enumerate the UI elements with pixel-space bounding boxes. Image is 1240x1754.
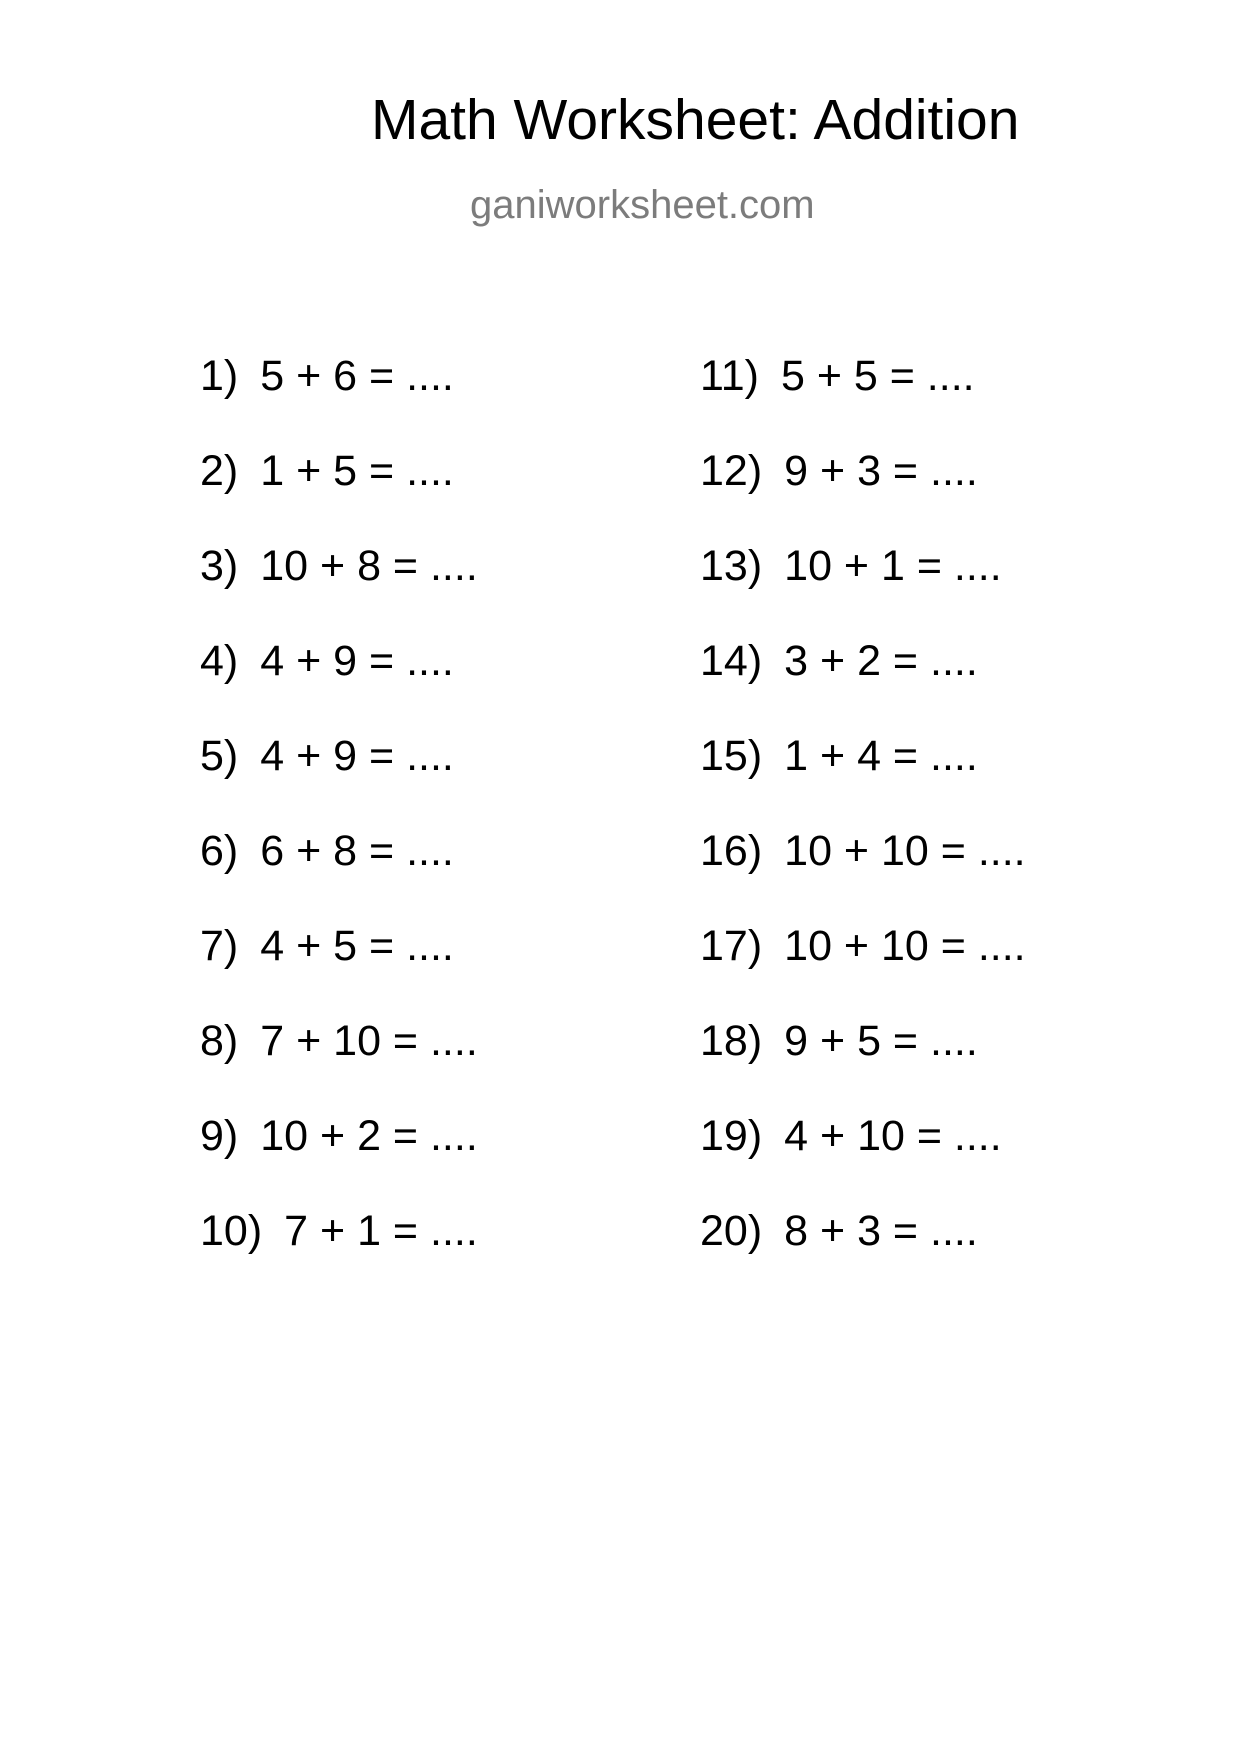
problem-item xyxy=(700,542,1026,640)
problem-item xyxy=(200,827,478,925)
problem-number: 20) xyxy=(700,1207,763,1255)
problem-item xyxy=(700,1207,1026,1305)
problem-expression: 9 + 5 = .... xyxy=(784,1017,978,1065)
problem-number: 2) xyxy=(200,447,239,495)
problem-number: 6) xyxy=(200,827,239,875)
problem-item xyxy=(200,447,478,545)
problem-number: 5) xyxy=(200,732,239,780)
problem-number: 19) xyxy=(700,1112,763,1160)
problem-item xyxy=(200,1017,478,1115)
problem-expression: 5 + 6 = .... xyxy=(260,352,454,400)
problem-item xyxy=(700,732,1026,830)
problem-number: 12) xyxy=(700,447,763,495)
problem-number: 10) xyxy=(200,1207,263,1255)
problem-expression: 10 + 10 = .... xyxy=(784,827,1026,875)
problem-expression: 1 + 4 = .... xyxy=(784,732,978,780)
problem-item xyxy=(200,542,478,640)
problem-expression: 5 + 5 = .... xyxy=(780,352,975,400)
problem-item xyxy=(700,352,1026,450)
problem-number: 13) xyxy=(700,542,763,590)
problem-item xyxy=(700,922,1026,1020)
problem-number: 16) xyxy=(700,827,763,875)
problem-item xyxy=(700,637,1026,735)
problem-number: 4) xyxy=(200,637,239,685)
problem-expression: 6 + 8 = .... xyxy=(260,827,454,875)
worksheet-title: Math Worksheet: Addition xyxy=(371,88,1020,152)
problem-item xyxy=(200,1207,478,1305)
problem-item xyxy=(700,1017,1026,1115)
problem-column-left xyxy=(200,352,478,1305)
problem-number: 9) xyxy=(200,1112,239,1160)
problem-number: 3) xyxy=(200,542,239,590)
problem-number: 7) xyxy=(200,922,239,970)
problem-number: 1) xyxy=(200,352,239,400)
problem-item xyxy=(200,732,478,830)
problem-expression: 7 + 1 = .... xyxy=(284,1207,478,1255)
problem-expression: 1 + 5 = .... xyxy=(260,447,454,495)
problem-item xyxy=(700,1112,1026,1210)
problem-expression: 9 + 3 = .... xyxy=(784,447,978,495)
problem-expression: 4 + 5 = .... xyxy=(260,922,454,970)
problem-expression: 10 + 8 = .... xyxy=(260,542,478,590)
problem-expression: 10 + 10 = .... xyxy=(784,922,1026,970)
problem-number: 18) xyxy=(700,1017,763,1065)
source-website: ganiworksheet.com xyxy=(470,183,815,227)
problem-item xyxy=(200,922,478,1020)
problem-item xyxy=(700,447,1026,545)
problem-expression: 10 + 1 = .... xyxy=(784,542,1002,590)
problem-expression: 10 + 2 = .... xyxy=(260,1112,478,1160)
problem-item xyxy=(700,827,1026,925)
problem-item xyxy=(200,352,478,450)
problem-number: 14) xyxy=(700,637,763,685)
problem-expression: 4 + 10 = .... xyxy=(784,1112,1002,1160)
problem-expression: 7 + 10 = .... xyxy=(260,1017,478,1065)
problem-item xyxy=(200,1112,478,1210)
problem-number: 17) xyxy=(700,922,763,970)
problem-number: 15) xyxy=(700,732,763,780)
problem-column-right xyxy=(700,352,1026,1305)
problem-number: 8) xyxy=(200,1017,239,1065)
problem-item xyxy=(200,637,478,735)
problem-expression: 8 + 3 = .... xyxy=(784,1207,978,1255)
problem-expression: 4 + 9 = .... xyxy=(260,732,454,780)
problem-expression: 3 + 2 = .... xyxy=(784,637,978,685)
problem-expression: 4 + 9 = .... xyxy=(260,637,454,685)
problem-number: 11) xyxy=(700,352,759,400)
